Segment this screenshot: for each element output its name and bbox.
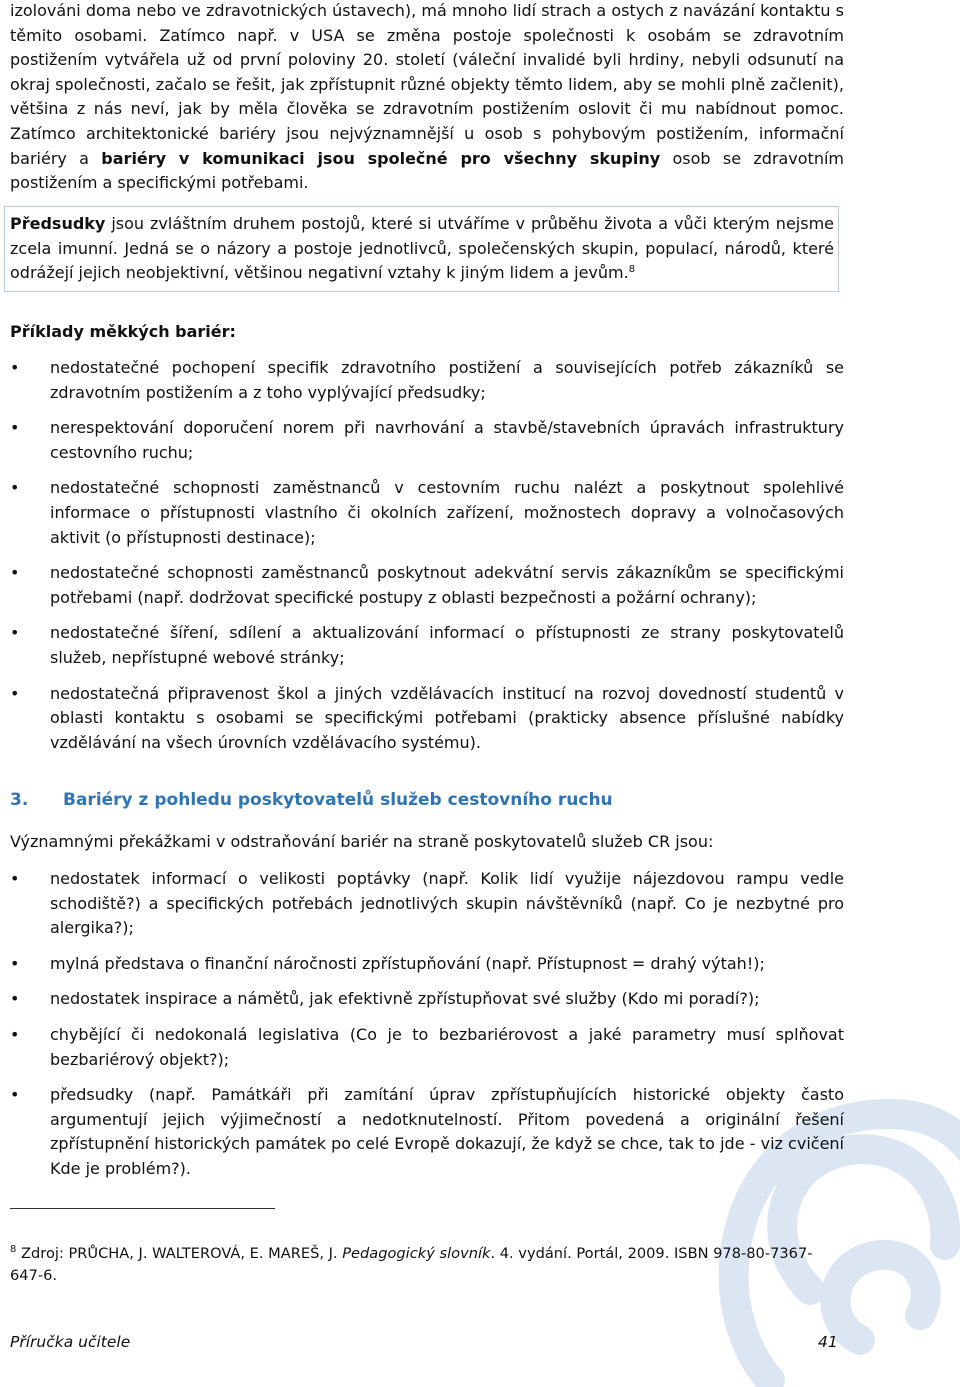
list-item-text: nedostatečné pochopení specifik zdravotního postižení a souvisejících potřeb zákazníků se zdravotním postižením a z toho vyplývající předsudky; [50,358,844,402]
list-item-text: mylná představa o finanční náročnosti zpřístupňování (např. Přístupnost = drahý výtah!); [50,953,765,973]
bullet-icon: • [10,563,20,583]
page-number: 41 [818,1333,838,1351]
bullet-icon: • [10,418,20,438]
footnote [10,1243,844,1287]
list-item [0,356,844,405]
bullet-icon: • [10,683,20,703]
footnote-book-title: Pedagogický slovník [342,1245,491,1262]
list-item-text: nedostatek informací o velikosti poptávky (např. Kolik lidí využije nájezdovou rampu vedle schodiště?) a specifických potřebách jednotlivých skupin návštěvníků (např. Co je nezbytné pro alergika?); [50,869,844,938]
bullet-icon: • [10,358,20,377]
bullet-icon: • [10,623,20,643]
soft-barriers-list [0,356,960,766]
list-item-text: chybějící či nedokonalá legislativa (Co je to bezbariérovost a jaké parametry musí splňovat bezbariérový objekt?); [50,1024,844,1069]
footnote-number: 8 [10,1244,17,1255]
definition-term: Předsudky [10,214,106,233]
list-item-text: nedostatečná připravenost škol a jiných vzdělávacích institucí na rozvoj dovedností studentů v oblasti kontaktu s osobami se specifickými potřebami (prakticky absence příslušné nabídky vzdělávání na všech úrovních vzdělávacího systému). [50,683,844,752]
list-item [0,1023,844,1072]
intro-text-2: osob se zdravotním postižením a specifickými potřebami. [10,148,844,193]
obstacles-list [0,867,960,1193]
bullet-icon: • [10,1085,20,1105]
list-item [0,1083,844,1181]
bullet-icon: • [10,869,20,888]
intro-text-1: izolováni doma nebo ve zdravotnických ústavech), má mnoho lidí strach a ostych z navázání kontaktu s těmito osobami. Zatímco např. v USA se změna postoje společnosti k osobám se zdravotním postižením vytvářela už od první poloviny 20. století (váleční invalidé byli hrdiny, nebyli odsunutí na okraj společnosti, začalo se řešit, jak zpřístupnit různé objekty těmto lidem, aby se mohli plně začlenit), většina z nás neví, jak by měla člověka se zdravotním postižením oslovit či mu nabídnout pomoc. Zatímco architektonické bariéry jsou nejvýznamnější u osob s pohybovým postižením, informační bariéry a [10,1,844,168]
bullet-icon: • [10,989,20,1009]
footnote-text-2: . 4. vydání. Portál, 2009. ISBN 978-80-7367-647-6. [10,1245,813,1284]
soft-barriers-heading: Příklady měkkých bariér: [10,322,236,341]
section-title: Bariéry z pohledu poskytovatelů služeb cestovního ruchu [63,790,613,810]
list-item-text: nerespektování doporučení norem při navrhování a stavbě/stavebních úpravách infrastruktury cestovního ruchu; [50,418,844,462]
list-item-text: nedostatek inspirace a námětů, jak efektivně zpřístupňovat své služby (Kdo mi poradí?); [50,989,760,1009]
definition-text: jsou zvláštním druhem postojů, které si utváříme v průběhu života a vůči kterým nejsme zcela imunní. Jedná se o názory a postoje jednotlivců, společenských skupin, populací, národů, které odrážejí jejich neobjektivní, většinou negativní vztahy k jiným lidem a jevům. [10,214,834,283]
list-item [0,952,844,977]
list-item [0,867,844,941]
footnote-reference[interactable]: 8 [628,264,636,276]
list-item [0,621,844,670]
footnote-divider [10,1208,275,1209]
list-item [0,416,844,465]
definition-box [4,206,839,292]
list-item-text: předsudky (např. Památkáři při zamítání úprav zpřístupňujících historické objekty často argumentují jejich výjimečností a nedotknutelností. Přitom povedená a originální řešení zpřístupnění historických památek po celé Evropě dokazují, že když se chce, tak to jde - viz cvičení Kde je problém?). [50,1085,844,1178]
bullet-icon: • [10,1024,20,1044]
list-item [0,987,844,1012]
bullet-icon: • [10,953,20,973]
footnote-text-1: Zdroj: PRŮCHA, J. WALTEROVÁ, E. MAREŠ, J. [16,1245,343,1262]
list-item [0,561,844,610]
intro-paragraph [10,0,844,196]
list-item-text: nedostatečné schopnosti zaměstnanců v cestovním ruchu nalézt a poskytnout spolehlivé informace o přístupnosti vlastního či okolních zařízení, možnostech dopravy a volnočasových aktivit (o přístupnosti destinace); [50,478,844,547]
list-item-text: nedostatečné schopnosti zaměstnanců poskytnout adekvátní servis zákazníkům se specifickými potřebami (např. dodržovat specifické postupy z oblasti bezpečnosti a požární ochrany); [50,563,844,607]
section-heading [10,788,613,813]
list-item-text: nedostatečné šíření, sdílení a aktualizování informací o přístupnosti ze strany poskytovatelů služeb, nepřístupné webové stránky; [50,623,844,667]
list-item [0,476,844,550]
section-number: 3. [10,790,29,810]
intro-bold-text: bariéry v komunikaci jsou společné pro všechny skupiny [101,148,661,168]
footer-title: Příručka učitele [10,1333,131,1351]
obstacles-intro: Významnými překážkami v odstraňování bariér na straně poskytovatelů služeb CR jsou: [10,832,714,851]
list-item [0,682,844,756]
bullet-icon: • [10,478,20,498]
